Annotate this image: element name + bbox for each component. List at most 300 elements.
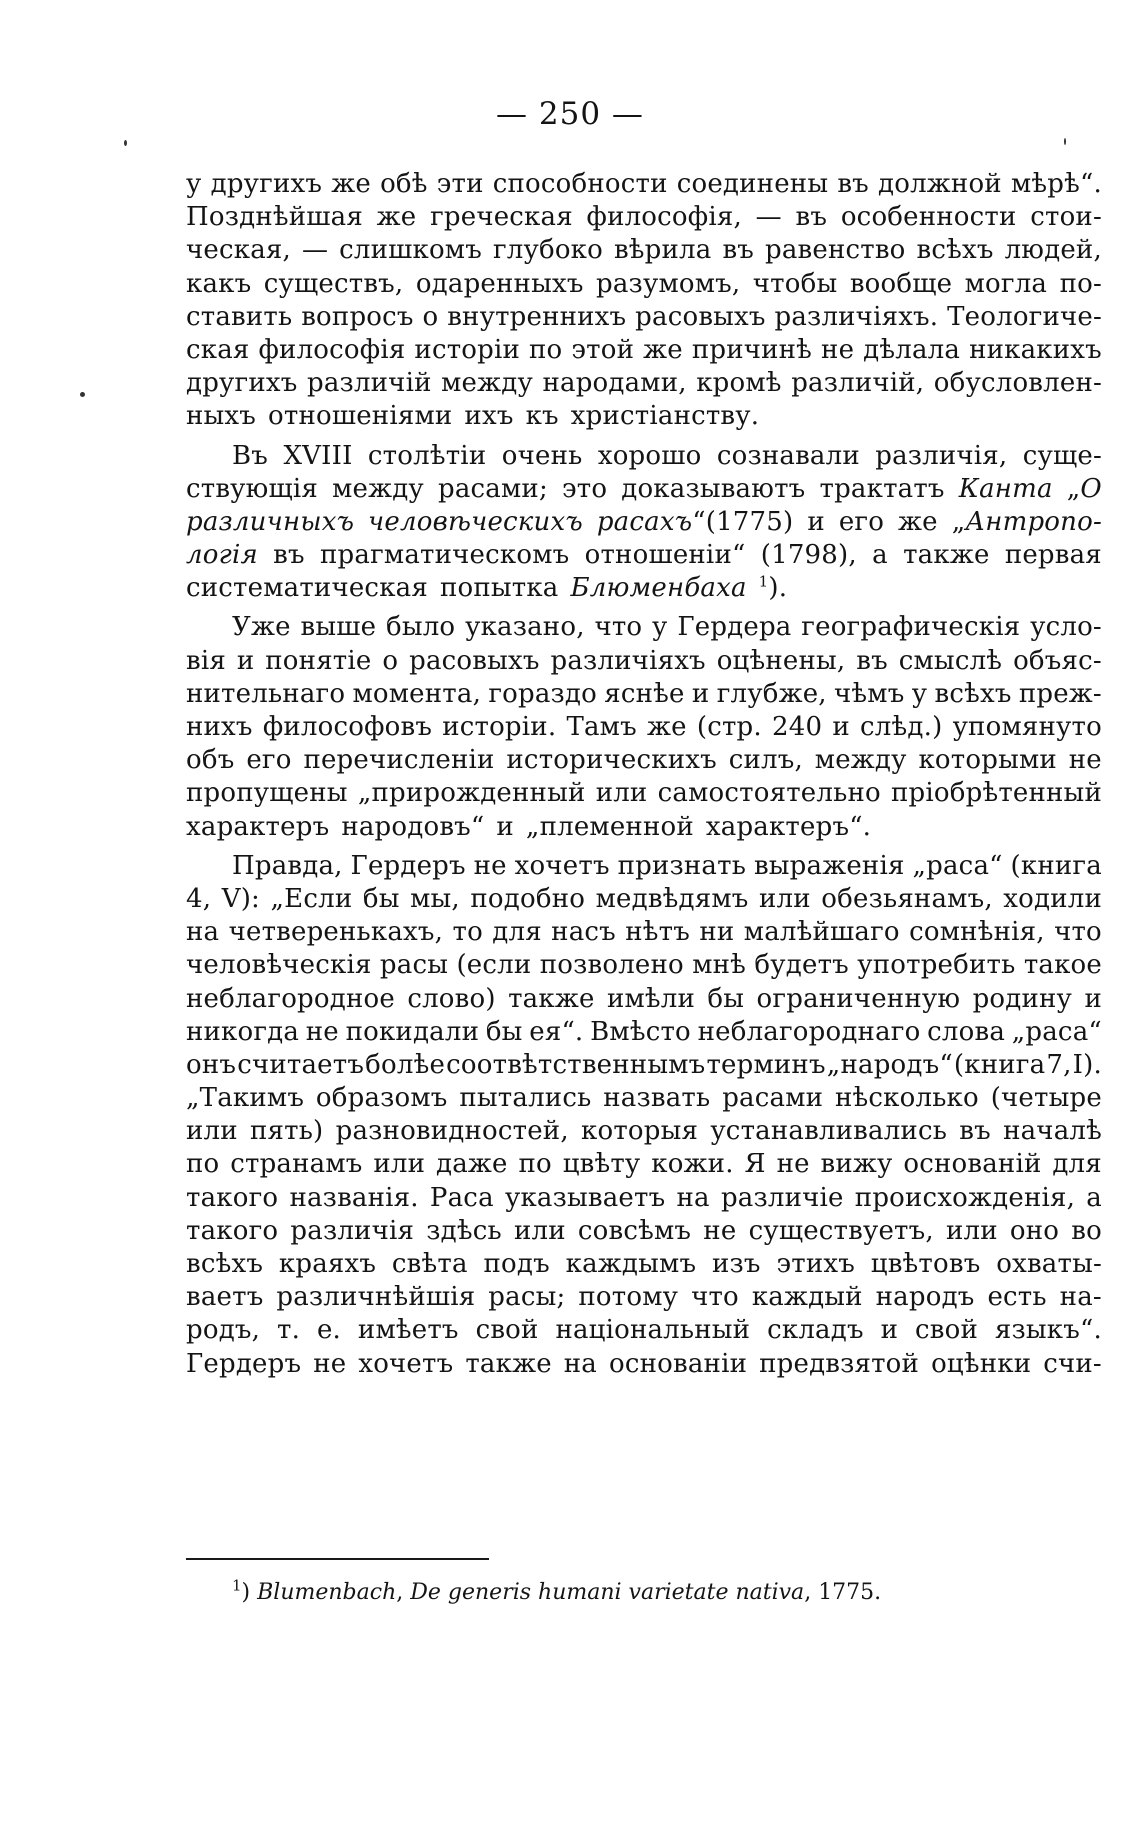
word: что (691, 1282, 739, 1313)
word: никакихъ (969, 334, 1102, 365)
word: хорошо (597, 440, 702, 471)
scan-speck (1064, 138, 1066, 145)
word: о (422, 301, 439, 332)
word: различіе (720, 1182, 844, 1213)
scan-speck (124, 140, 127, 146)
word: различныхъ (186, 506, 355, 537)
word: языкъ“. (994, 1315, 1102, 1346)
word: потому (578, 1282, 679, 1313)
word: къ (525, 401, 559, 432)
word: Вмѣсто (590, 1016, 691, 1047)
word: устанавливались (710, 1116, 948, 1147)
word: на- (1059, 1282, 1102, 1313)
word: V): (221, 883, 260, 914)
word: кромѣ (696, 368, 782, 399)
word: „раса“ (1011, 1016, 1102, 1047)
text-line (186, 777, 1102, 810)
word: „Такимъ (186, 1083, 305, 1114)
word: назвать (603, 1083, 711, 1114)
word: христіанству. (570, 401, 760, 432)
word: складъ (767, 1315, 864, 1346)
word: 4, (186, 883, 212, 914)
word: ствующія (186, 473, 319, 504)
word: способности (492, 169, 668, 199)
word: началѣ (1003, 1116, 1102, 1147)
word: считаетъ (237, 1049, 365, 1080)
word: сознавали (716, 440, 860, 471)
word: предвзятой (759, 1348, 920, 1379)
text-line (186, 1348, 1102, 1381)
text-line (186, 611, 1102, 644)
word: обусловлен- (933, 368, 1102, 399)
word: никогда (186, 1016, 300, 1047)
word: расахъ“(1775) (596, 506, 794, 537)
word: „прирожденный (357, 778, 586, 809)
word: географическія (801, 612, 1021, 643)
word: ская (186, 334, 250, 365)
word: національный (555, 1315, 751, 1346)
word: отношеніи“ (584, 540, 746, 571)
word: философовъ (262, 712, 433, 742)
word: онъ (186, 1049, 237, 1080)
word: признать (617, 850, 747, 881)
word: (1798), (760, 540, 857, 571)
word: (если (456, 950, 532, 981)
word: перечисленіи (303, 745, 495, 776)
word: прагматическомъ (320, 540, 570, 571)
word: неблагороднаго (697, 1016, 921, 1047)
word: этихъ (776, 1249, 855, 1279)
word: будетъ (754, 950, 849, 981)
word: нихъ (186, 712, 253, 742)
word: у (911, 678, 928, 709)
text-line (186, 473, 1102, 506)
word: его (838, 506, 885, 537)
text-line (186, 983, 1102, 1016)
word: краяхъ (278, 1249, 377, 1279)
word: Въ (232, 440, 269, 471)
word: — (755, 202, 782, 233)
text-line (186, 367, 1102, 400)
word: что (1054, 917, 1102, 948)
word: совсѣмъ (577, 1215, 692, 1246)
text-line (186, 572, 1102, 605)
word: Блюменбаха (570, 573, 747, 604)
word: названія. (289, 1182, 419, 1213)
word: изъ (712, 1249, 761, 1279)
word: характеръ (186, 811, 330, 842)
word: характеръ“. (705, 811, 872, 842)
word: народовъ“ (341, 811, 485, 842)
word: пытались (459, 1083, 592, 1114)
word: исторіи (414, 334, 521, 365)
word: упомянуто (952, 712, 1102, 742)
word: доказываютъ (621, 473, 806, 504)
word: философія (258, 334, 406, 365)
word: различія, (875, 440, 1008, 471)
word: или (759, 883, 811, 914)
word: не (703, 1215, 737, 1246)
word: вія (186, 645, 226, 676)
word: слова (927, 1016, 1006, 1047)
word: обезьянамъ, (821, 883, 993, 914)
word: малѣйшаго (743, 917, 900, 948)
word: всѣхъ (916, 235, 994, 266)
word: ставить (186, 301, 293, 332)
word: происхожденія, (854, 1182, 1076, 1213)
word: различій, (791, 368, 925, 399)
word: 7, (1046, 1049, 1072, 1080)
word: Правда, (232, 850, 343, 881)
word: хочетъ (514, 850, 610, 881)
word: слово) (407, 983, 496, 1014)
word: на (676, 1182, 710, 1213)
word: родину (972, 983, 1073, 1014)
word: $^1$). (758, 572, 788, 604)
word: народами, (542, 368, 687, 399)
word: въ (837, 169, 869, 199)
word: расы (379, 950, 449, 981)
text-line (186, 949, 1102, 982)
word: не (821, 334, 855, 365)
text-line (186, 440, 1102, 473)
word: и (1084, 983, 1102, 1014)
word: XVIII (283, 440, 353, 471)
word: гораздо (488, 678, 597, 709)
word: такого (186, 1182, 279, 1213)
word: расовыхъ (409, 645, 540, 676)
word: существуетъ, (748, 1215, 934, 1246)
word: Гердеръ (350, 850, 466, 881)
text-line (186, 678, 1102, 711)
word: охваты- (996, 1249, 1102, 1279)
footnote-rule (186, 1558, 489, 1560)
word: могла (964, 268, 1048, 299)
word: суще- (1022, 440, 1102, 471)
word: въ (722, 235, 755, 266)
text-line (186, 916, 1102, 949)
word: есть (987, 1282, 1047, 1313)
word: по (518, 1149, 552, 1180)
page-number: — 250 — (496, 96, 644, 132)
word: и (496, 811, 514, 842)
word: также (508, 983, 595, 1014)
word: яснѣе (604, 678, 685, 709)
word: человѣческихъ (368, 506, 583, 537)
word: же (647, 712, 687, 742)
word: объ (186, 745, 235, 776)
word: въ (959, 1116, 991, 1147)
word: Канта (958, 473, 1053, 504)
word: въ (273, 540, 305, 571)
word: цвѣту (562, 1149, 641, 1180)
word: слѣд.) (860, 712, 943, 742)
word: Гердеръ (186, 1348, 302, 1379)
text-line (186, 1115, 1102, 1148)
word: „племенной (525, 811, 694, 842)
text-line (186, 168, 1102, 201)
word: причинѣ (691, 334, 813, 365)
word: существъ, (263, 268, 404, 299)
word: пропущены (186, 778, 348, 809)
word: „раса“ (912, 850, 1003, 881)
footnote-marker: 1 (232, 1576, 242, 1595)
word: другихъ (210, 169, 323, 199)
word: и (691, 678, 710, 709)
word: (книга (953, 1049, 1046, 1080)
word: Гердера (677, 612, 792, 643)
word: нѣтъ (625, 917, 690, 948)
word: въ (856, 645, 888, 676)
word: свѣта (391, 1249, 468, 1279)
word: основаніи (609, 1348, 748, 1379)
word: расовыхъ (635, 301, 766, 332)
word: подобно (470, 883, 586, 914)
word: покидали (345, 1016, 480, 1047)
word: свой (475, 1315, 539, 1346)
word: о (382, 645, 399, 676)
word: или (513, 1215, 566, 1246)
text-line (186, 400, 1102, 433)
word: внутреннихъ (447, 301, 627, 332)
word: вѣрила (613, 235, 712, 266)
word: первая (1004, 540, 1102, 571)
word: которыя (581, 1116, 699, 1147)
word: между (814, 745, 907, 776)
word: одаренныхъ (415, 268, 584, 299)
word: по (186, 1149, 220, 1180)
word: человѣческія (186, 950, 372, 981)
word: (стр. (696, 712, 762, 742)
text-line (186, 744, 1102, 777)
word: историческихъ (506, 745, 717, 776)
word: и (880, 1315, 899, 1346)
word: кожи. (651, 1149, 734, 1180)
word: Я (744, 1149, 766, 1180)
word: е. (316, 1315, 342, 1346)
word: ныхъ (186, 401, 257, 432)
word: различій (307, 368, 432, 399)
footnote: $^1$) Blumenbach, De generis humani varietate nativa, 1775. (232, 1576, 882, 1605)
scan-speck (80, 392, 85, 397)
word: здѣсь (426, 1215, 502, 1246)
text-line (186, 811, 1102, 844)
word: ваетъ (186, 1282, 264, 1313)
text-line (186, 268, 1102, 301)
word: и (832, 712, 850, 742)
text-line (186, 1281, 1102, 1314)
word: у (186, 169, 202, 199)
word: должной (878, 169, 1002, 199)
word: всѣхъ (186, 1249, 264, 1279)
word: особенности (840, 202, 1017, 233)
text-line (186, 711, 1102, 744)
text-line (186, 234, 1102, 267)
word: неблагородное (186, 983, 395, 1014)
word: между (441, 368, 533, 399)
word: пять) (249, 1116, 324, 1147)
word: т. (277, 1315, 301, 1346)
word: по (529, 334, 563, 365)
word: терминъ (706, 1049, 826, 1080)
word: различія (290, 1215, 415, 1246)
text-line (186, 1148, 1102, 1181)
word: обѣ (380, 169, 428, 199)
text-line (186, 1082, 1102, 1115)
word: по- (1059, 268, 1102, 299)
word: оцѣнены, (716, 645, 846, 676)
word: ни (699, 917, 735, 948)
word: на (563, 1348, 598, 1379)
word: Раса (429, 1182, 494, 1213)
word: или (186, 1116, 238, 1147)
word: бы (485, 1016, 523, 1047)
word: также (903, 540, 990, 571)
word: столѣтіи (367, 440, 487, 471)
word: а (872, 540, 888, 571)
word: ходили (1003, 883, 1102, 914)
word: четверенькахъ, (228, 917, 444, 948)
text-line (186, 1182, 1102, 1215)
word: нѣсколько (835, 1083, 979, 1114)
word: указано, (465, 612, 585, 643)
word: отношеніями (268, 401, 453, 432)
word: вижу (820, 1149, 893, 1180)
word: каждый (751, 1282, 863, 1313)
word: какъ (186, 268, 252, 299)
word: ограниченную (756, 983, 961, 1014)
word: соединены (676, 169, 829, 199)
word: не (473, 850, 507, 881)
word: I). (1072, 1049, 1102, 1080)
word: пріобрѣтенный (891, 778, 1102, 809)
word: образомъ (315, 1083, 448, 1114)
text-line (186, 1215, 1102, 1248)
word: также (465, 1348, 552, 1379)
word: мнѣ (692, 950, 747, 981)
word: странамъ (230, 1149, 363, 1180)
word: а (1086, 1182, 1102, 1213)
word: разновидностей, (335, 1116, 569, 1147)
word: ческая, (186, 235, 291, 266)
word: бы (707, 983, 745, 1014)
word: выраженія (753, 850, 905, 881)
word: вообще (849, 268, 953, 299)
word: медвѣдямъ (595, 883, 749, 914)
word: или (945, 1215, 998, 1246)
footnote-author: Blumenbach (257, 1580, 397, 1605)
text-line (186, 1049, 1102, 1082)
word: же (331, 169, 371, 199)
word: расами; (437, 473, 548, 504)
word: между (332, 473, 424, 504)
word: слишкомъ (339, 235, 482, 266)
word: въ (795, 202, 828, 233)
text-line (186, 201, 1102, 234)
footnote-year: 1775. (818, 1580, 882, 1605)
word: или (595, 778, 648, 809)
word: насъ (551, 917, 616, 948)
word: для (1052, 1149, 1102, 1180)
word: и (236, 645, 255, 676)
word: это (561, 473, 608, 504)
word: „Антропо- (951, 506, 1102, 537)
word: (четыре (990, 1083, 1102, 1114)
word: каждымъ (565, 1249, 697, 1279)
footnote-title: De generis humani varietate nativa (410, 1580, 805, 1605)
word: 240 (772, 712, 823, 742)
text-line (186, 1016, 1102, 1049)
word: оно (1009, 1215, 1060, 1246)
word: свой (915, 1315, 978, 1346)
word: понятіе (265, 645, 372, 676)
word: выше (300, 612, 377, 643)
word: мы, (410, 883, 460, 914)
word: различнѣйшія (276, 1282, 476, 1313)
word: греческая (430, 202, 573, 233)
word: людей, (1004, 235, 1102, 266)
word: которыми (918, 745, 1057, 776)
text-line (186, 301, 1102, 334)
text-line (186, 883, 1102, 916)
word: же (898, 506, 938, 537)
word: „народъ“ (826, 1049, 953, 1080)
word: имѣетъ (357, 1315, 459, 1346)
word: же (643, 334, 683, 365)
text-line (186, 1314, 1102, 1347)
word: расами (722, 1083, 824, 1114)
word: момента, (352, 678, 482, 709)
word: не (313, 1348, 347, 1379)
text-line (186, 539, 1102, 572)
word: его (246, 745, 292, 776)
word: цвѣтовъ (870, 1249, 981, 1279)
word: стои- (1030, 202, 1102, 233)
word: имѣли (606, 983, 696, 1014)
word: указываетъ (504, 1182, 666, 1213)
word: ея“. (529, 1016, 584, 1047)
word: не (305, 1016, 339, 1047)
word: Теологиче- (947, 301, 1102, 332)
word: глубоко (492, 235, 603, 266)
word: бы (362, 883, 400, 914)
word: такого (186, 1215, 279, 1246)
word: такое (1023, 950, 1102, 981)
word: попытка (439, 573, 559, 604)
word: самостоятельно (657, 778, 881, 809)
word: и (807, 506, 825, 537)
word: мѣрѣ“. (1010, 169, 1102, 199)
word: счи- (1043, 1348, 1102, 1379)
word: у (652, 612, 668, 643)
word: употребить (857, 950, 1016, 981)
word: родъ, (186, 1315, 261, 1346)
word: вопросъ (301, 301, 414, 332)
word: было (385, 612, 456, 643)
word: различіяхъ. (774, 301, 939, 332)
text-line (186, 645, 1102, 678)
word: чтобы (752, 268, 838, 299)
word: философія, (586, 202, 742, 233)
word: различіяхъ (550, 645, 706, 676)
text-line (186, 506, 1102, 539)
word: даже (436, 1149, 508, 1180)
word: очень (501, 440, 583, 471)
word: для (492, 917, 542, 948)
word: во (1071, 1215, 1102, 1246)
word: „Если (270, 883, 353, 914)
word: расы; (488, 1282, 566, 1313)
